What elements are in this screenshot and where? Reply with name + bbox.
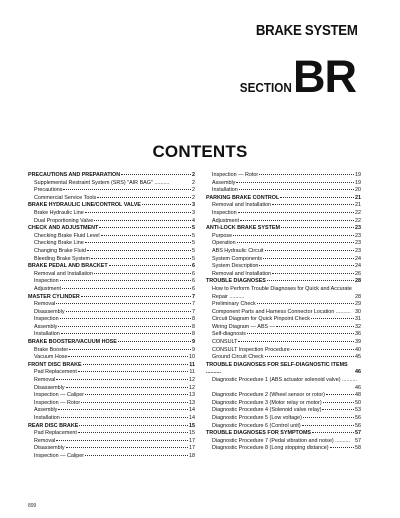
- toc-entry-title: Disassembly: [34, 445, 65, 452]
- toc-entry-page: 23: [355, 247, 361, 254]
- toc-leader-dots: [302, 425, 354, 426]
- toc-entry-page: 12: [189, 377, 195, 384]
- toc-entry[interactable]: [28, 195, 195, 203]
- toc-leader-dots: [56, 440, 188, 441]
- toc-entry[interactable]: [206, 400, 361, 408]
- toc-entry[interactable]: [28, 385, 195, 393]
- toc-entry-title: Assembly: [34, 323, 58, 330]
- toc-entry-title: Adjustment: [34, 285, 61, 292]
- toc-leader-dots: [85, 212, 191, 213]
- toc-leader-dots: [78, 371, 189, 372]
- toc-leader-dots: [61, 417, 188, 418]
- toc-entry-title: Diagnostic Procedure 3 (Motor relay or motor): [212, 399, 322, 406]
- toc-entry-page: 3: [192, 202, 195, 209]
- toc-leader-dots: [238, 341, 354, 342]
- toc-entry-title: Assembly: [212, 179, 236, 186]
- toc-entry-title: PRECAUTIONS AND PREPARATION: [28, 172, 121, 178]
- toc-entry[interactable]: [28, 430, 195, 438]
- toc-leader-dots: [66, 447, 188, 448]
- toc-entry-title: ANTI-LOCK BRAKE SYSTEM: [206, 225, 280, 232]
- toc-entry[interactable]: [28, 180, 195, 188]
- toc-entry-page: 57: [355, 430, 361, 437]
- toc-leader-dots: [237, 242, 354, 243]
- toc-entry-page: 14: [189, 415, 195, 421]
- toc-entry-title: Diagnostic Procedure 7 (Pedal vibration and noise): [212, 437, 334, 444]
- toc-leader-dots: [233, 235, 354, 236]
- toc-entry-title: BRAKE BOOSTER/VACUUM HOSE: [28, 339, 117, 346]
- toc-entry[interactable]: [28, 347, 195, 355]
- toc-entry[interactable]: [206, 354, 361, 362]
- toc-entry[interactable]: [28, 415, 195, 423]
- toc-leader-dots: [78, 432, 188, 433]
- toc-entry-title: Bleeding Brake System: [34, 255, 91, 262]
- toc-entry[interactable]: [206, 218, 361, 226]
- toc-entry[interactable]: [28, 316, 195, 324]
- toc-entry[interactable]: [28, 331, 195, 339]
- toc-entry-title: Diagnostic Procedure 4 (Solenoid valve relay): [212, 407, 322, 414]
- toc-entry-title: Diagnostic Procedure 6 (Control unit): [212, 422, 301, 429]
- toc-entry[interactable]: [206, 347, 361, 355]
- toc-entry-title: Assembly: [34, 407, 58, 414]
- toc-entry-page: 15: [189, 430, 195, 437]
- toc-entry-page: 11: [189, 361, 195, 368]
- toc-entry-page: 57: [355, 437, 361, 444]
- toc-leader-dots: [267, 280, 354, 281]
- toc-leader-dots: [259, 265, 354, 266]
- toc-leader-dots: ..........: [340, 377, 358, 384]
- toc-entry[interactable]: [206, 377, 361, 392]
- toc-entry-page: 8: [192, 331, 195, 338]
- toc-leader-dots: ..........: [152, 179, 170, 186]
- toc-entry-title: System Components: [212, 255, 263, 262]
- toc-section-heading[interactable]: [206, 278, 361, 286]
- toc-leader-dots: [257, 303, 354, 304]
- toc-leader-dots: [94, 273, 191, 274]
- toc-leader-dots: [60, 280, 191, 281]
- toc-entry-page: 26: [355, 270, 361, 277]
- toc-leader-dots: [81, 402, 188, 403]
- toc-entry-page: 7: [192, 308, 195, 315]
- toc-entry-page: 28: [355, 278, 361, 285]
- toc-entry-title: Removal and Installation: [34, 270, 94, 277]
- toc-entry[interactable]: [206, 438, 361, 446]
- toc-entry[interactable]: [206, 339, 361, 347]
- toc-entry-page: 22: [355, 217, 361, 224]
- toc-entry[interactable]: [206, 286, 361, 301]
- toc-entry-page: 10: [189, 354, 195, 361]
- toc-entry-page: 48: [355, 392, 361, 399]
- toc-entry-page: 11: [189, 369, 195, 376]
- toc-entry[interactable]: [206, 445, 361, 453]
- toc-leader-dots: [259, 174, 354, 175]
- toc-entry-page: 22: [355, 209, 361, 216]
- toc-section-heading[interactable]: [206, 430, 361, 438]
- toc-entry-page: 50: [355, 399, 361, 406]
- toc-entry[interactable]: [28, 392, 195, 400]
- toc-entry-page: 19: [355, 172, 361, 178]
- toc-leader-dots: [330, 447, 354, 448]
- toc-entry-title: Disassembly: [34, 308, 65, 315]
- toc-leader-dots: [265, 250, 354, 251]
- toc-entry[interactable]: [206, 407, 361, 415]
- toc-leader-dots: [142, 204, 191, 205]
- toc-entry-page: 14: [189, 407, 195, 414]
- toc-entry[interactable]: [28, 445, 195, 453]
- toc-entry-title: BRAKE HYDRAULIC LINE/CONTROL VALVE: [28, 202, 141, 209]
- toc-leader-dots: ..........: [333, 437, 351, 444]
- toc-entry[interactable]: [206, 240, 361, 248]
- toc-entry[interactable]: [206, 423, 361, 431]
- toc-entry-page: 31: [355, 316, 361, 323]
- toc-entry-title: Commercial Service Tools: [34, 194, 97, 201]
- page-footer-code: 899: [28, 503, 37, 509]
- toc-entry-page: 45: [355, 354, 361, 361]
- toc-entry[interactable]: [28, 369, 195, 377]
- toc-entry-page: 12: [189, 384, 195, 391]
- toc-leader-dots: [85, 242, 191, 243]
- toc-entry-title: Ground Circuit Check: [212, 354, 264, 361]
- toc-leader-dots: [62, 288, 191, 289]
- toc-leader-dots: [94, 220, 191, 221]
- toc-leader-dots: [85, 455, 188, 456]
- toc-entry-title: CHECK AND ADJUSTMENT: [28, 225, 99, 232]
- toc-section-heading[interactable]: [28, 172, 195, 180]
- toc-entry[interactable]: [28, 248, 195, 256]
- toc-entry-page: 9: [192, 346, 195, 353]
- toc-entry[interactable]: [206, 202, 361, 210]
- toc-entry-page: 19: [355, 179, 361, 186]
- brake-system-title: BRAKE SYSTEM: [256, 22, 358, 39]
- toc-leader-dots: [240, 220, 354, 221]
- toc-entry[interactable]: [206, 263, 361, 271]
- toc-entry-page: 28: [355, 293, 361, 300]
- toc-entry-title: Vacuum Hose: [34, 354, 68, 361]
- toc-entry[interactable]: [28, 453, 195, 461]
- toc-entry-page: 3: [192, 209, 195, 216]
- toc-entry-page: 40: [355, 346, 361, 353]
- toc-entry-title: Diagnostic Procedure 1 (ABS actuator solenoid valve): [212, 377, 341, 384]
- toc-leader-dots: [68, 356, 188, 357]
- toc-leader-dots: [85, 394, 188, 395]
- toc-entry-page: 5: [192, 225, 195, 232]
- toc-entry-title: Operation: [212, 240, 236, 247]
- toc-leader-dots: [79, 425, 188, 426]
- toc-entry[interactable]: [28, 438, 195, 446]
- toc-entry[interactable]: [28, 407, 195, 415]
- toc-leader-dots: [272, 273, 354, 274]
- toc-section-heading[interactable]: [28, 202, 195, 210]
- toc-leader-dots: ..........: [206, 369, 221, 376]
- section-code: BR: [293, 51, 356, 102]
- section-label: SECTION: [239, 80, 292, 95]
- toc-entry-title: Pad Replacement: [34, 369, 77, 376]
- toc-entry-page: 5: [192, 247, 195, 254]
- toc-entry-page: 30: [355, 308, 361, 315]
- toc-leader-dots: ..........: [227, 293, 245, 300]
- toc-leader-dots: [91, 258, 191, 259]
- toc-entry[interactable]: [28, 400, 195, 408]
- toc-section-heading[interactable]: [28, 423, 195, 431]
- toc-entry-title: Changing Brake Fluid: [34, 247, 86, 254]
- toc-leader-dots: [263, 258, 354, 259]
- toc-entry[interactable]: [28, 324, 195, 332]
- toc-leader-dots: [56, 379, 188, 380]
- toc-entry-page: 9: [192, 339, 195, 346]
- toc-entry[interactable]: [28, 354, 195, 362]
- toc-entry-page: 6: [192, 285, 195, 292]
- toc-entry[interactable]: [28, 210, 195, 218]
- toc-leader-dots: [265, 356, 354, 357]
- toc-leader-dots: [239, 189, 354, 190]
- toc-entry-page: 23: [355, 225, 361, 232]
- toc-leader-dots: [280, 197, 354, 198]
- toc-entry-page: 23: [355, 232, 361, 239]
- toc-leader-dots: [58, 409, 188, 410]
- toc-entry-title: Inspection — Caliper: [34, 452, 85, 459]
- toc-entry-title: Installation: [34, 415, 60, 421]
- toc-entry-page: 5: [192, 240, 195, 247]
- contents-title: CONTENTS: [152, 142, 248, 161]
- toc-entry[interactable]: [28, 233, 195, 241]
- toc-entry[interactable]: [28, 377, 195, 385]
- toc-entry-title: Inspection — Rotor: [34, 399, 81, 406]
- toc-leader-dots: [281, 227, 354, 228]
- toc-entry[interactable]: [28, 278, 195, 286]
- toc-entry-page: 13: [189, 392, 195, 399]
- toc-entry[interactable]: [206, 415, 361, 423]
- toc-section-heading[interactable]: [28, 263, 195, 271]
- toc-entry-title: PARKING BRAKE CONTROL: [206, 194, 280, 201]
- toc-section-heading[interactable]: [28, 362, 195, 370]
- toc-entry-title: CONSULT: [212, 339, 238, 346]
- toc-leader-dots: [312, 432, 354, 433]
- toc-entry-page: 21: [355, 194, 361, 201]
- toc-section-heading[interactable]: [28, 294, 195, 302]
- toc-entry-title: ABS Hydraulic Circuit: [212, 247, 264, 254]
- toc-leader-dots: [238, 212, 354, 213]
- toc-entry[interactable]: [206, 301, 361, 309]
- toc-section-heading[interactable]: [28, 225, 195, 233]
- toc-entry-title: FRONT DISC BRAKE: [28, 361, 82, 368]
- toc-entry-title: Brake Hydraulic Line: [34, 209, 84, 216]
- toc-entry-title: System Description: [212, 263, 259, 270]
- toc-entry[interactable]: [206, 248, 361, 256]
- toc-entry-title: TROUBLE DIAGNOSES FOR SYMPTOMS: [206, 430, 312, 437]
- toc-entry-title: Component Parts and Harness Connector Location: [212, 308, 335, 315]
- toc-leader-dots: [66, 311, 191, 312]
- toc-entry-page: 5: [192, 255, 195, 262]
- toc-entry-page: 18: [189, 452, 195, 459]
- toc-entry-page: 2: [192, 179, 195, 186]
- toc-entry-page: 32: [355, 323, 361, 330]
- toc-entry-title: Wiring Diagram — ABS —: [212, 323, 275, 330]
- toc-entry-title: Disassembly: [34, 384, 65, 391]
- toc-entry-title: Removal: [34, 377, 56, 384]
- toc-leader-dots: [58, 326, 191, 327]
- toc-entry-title: Inspection: [34, 278, 59, 285]
- toc-entry[interactable]: [28, 187, 195, 195]
- toc-entry[interactable]: [28, 240, 195, 248]
- toc-entry-title: Precautions: [34, 187, 63, 194]
- toc-entry-title: Removal and Installation: [212, 270, 272, 277]
- toc-leader-dots: [63, 189, 191, 190]
- toc-entry-page: 36: [355, 331, 361, 338]
- toc-entry-page: 7: [192, 293, 195, 300]
- toc-entry-title: MASTER CYLINDER: [28, 293, 80, 300]
- toc-entry-page: 21: [355, 202, 361, 209]
- toc-section-heading[interactable]: [206, 362, 361, 377]
- toc-leader-dots: [326, 394, 354, 395]
- toc-leader-dots: [66, 387, 188, 388]
- toc-leader-dots: [109, 265, 191, 266]
- toc-leader-dots: [87, 250, 191, 251]
- toc-entry-title: BRAKE PEDAL AND BRACKET: [28, 263, 108, 270]
- toc-entry-page: 20: [355, 187, 361, 194]
- toc-entry-page: 24: [355, 255, 361, 262]
- toc-leader-dots: [99, 227, 191, 228]
- toc-entry-page: 6: [192, 263, 195, 270]
- toc-entry-page: 6: [192, 278, 195, 285]
- toc-entry-title: Inspection: [34, 316, 59, 323]
- toc-entry-title: TROUBLE DIAGNOSES FOR SELF-DIAGNOSTIC ITEMS: [206, 361, 348, 368]
- toc-entry-page: 8: [192, 316, 195, 323]
- toc-entry-page: 2: [192, 194, 195, 201]
- toc-leader-dots: [97, 197, 191, 198]
- toc-section-heading[interactable]: [206, 225, 361, 233]
- toc-entry-page: 24: [355, 263, 361, 270]
- toc-entry-page: 8: [192, 323, 195, 330]
- toc-entry-page: 46: [355, 369, 361, 376]
- toc-entry-page: 13: [189, 399, 195, 406]
- toc-entry-title: Pad Replacement: [34, 430, 77, 437]
- toc-section-heading[interactable]: [28, 339, 195, 347]
- toc-entry-page: 15: [189, 422, 195, 429]
- toc-leader-dots: [61, 333, 191, 334]
- toc-entry-title: Installation: [212, 187, 238, 194]
- toc-entry[interactable]: [28, 301, 195, 309]
- toc-entry-title: Removal and Installation: [212, 202, 272, 209]
- toc-entry-page: 53: [355, 407, 361, 414]
- toc-leader-dots: [69, 349, 191, 350]
- toc-entry-title: Preliminary Check: [212, 301, 256, 308]
- toc-entry-title: Removal: [34, 437, 56, 444]
- toc-entry-page: 2: [192, 172, 195, 178]
- toc-entry-title: Purpose: [212, 232, 233, 239]
- toc-entry-title: Checking Brake Line: [34, 240, 84, 247]
- toc-entry-title: Inspection — Rotor: [212, 172, 259, 178]
- toc-entry-page: 39: [355, 339, 361, 346]
- toc-leader-dots: [311, 318, 354, 319]
- toc-entry-page: 46: [355, 384, 361, 391]
- toc-entry-title: Inspection: [212, 209, 237, 216]
- toc-entry-title: CONSULT Inspection Procedure: [212, 346, 290, 353]
- toc-entry[interactable]: [206, 309, 361, 317]
- toc-entry[interactable]: [28, 286, 195, 294]
- toc-entry-page: 7: [192, 301, 195, 308]
- toc-entry-page: 56: [355, 422, 361, 429]
- toc-left-column: [28, 172, 195, 461]
- toc-entry-page: 58: [355, 445, 361, 452]
- toc-leader-dots: [81, 296, 191, 297]
- toc-entry-title: Circuit Diagram for Quick Pinpoint Check: [212, 316, 310, 323]
- toc-entry[interactable]: [28, 218, 195, 226]
- toc-leader-dots: [323, 402, 354, 403]
- toc-entry-title: Self-diagnosis: [212, 331, 246, 338]
- toc-entry-page: 23: [355, 240, 361, 247]
- toc-entry-title: Dual Proportioning Valve: [34, 217, 94, 224]
- toc-leader-dots: [83, 364, 189, 365]
- toc-entry[interactable]: [206, 172, 361, 180]
- toc-entry-page: 6: [192, 270, 195, 277]
- toc-leader-dots: [60, 318, 191, 319]
- toc-entry-title: Diagnostic Procedure 2 (Wheel sensor or rotor): [212, 392, 325, 399]
- toc-entry[interactable]: [206, 210, 361, 218]
- toc-leader-dots: [121, 174, 191, 175]
- toc-leader-dots: [101, 235, 191, 236]
- toc-entry-page: 2: [192, 187, 195, 194]
- toc-entry-title: Checking Brake Fluid Level: [34, 232, 100, 239]
- toc-entry[interactable]: [206, 324, 361, 332]
- toc-entry[interactable]: [206, 331, 361, 339]
- toc-entry[interactable]: [206, 256, 361, 264]
- toc-leader-dots: [322, 409, 354, 410]
- toc-leader-dots: [247, 333, 354, 334]
- toc-entry-page: 4: [192, 217, 195, 224]
- toc-entry-title: TROUBLE DIAGNOSES: [206, 278, 266, 285]
- toc-entry-title: REAR DISC BRAKE: [28, 422, 79, 429]
- toc-entry[interactable]: [206, 187, 361, 195]
- toc-section-heading[interactable]: [206, 195, 361, 203]
- toc-leader-dots: [118, 341, 191, 342]
- toc-entry-page: 17: [189, 445, 195, 452]
- toc-entry[interactable]: [28, 271, 195, 279]
- toc-entry-title: Adjustment: [212, 217, 239, 224]
- toc-leader-dots: [276, 326, 354, 327]
- toc-entry-title: Supplemental Restraint System (SRS) "AIR BAG": [34, 179, 153, 186]
- toc-entry-title: Diagnostic Procedure 5 (Low voltage): [212, 415, 302, 421]
- toc-entry[interactable]: [206, 233, 361, 241]
- toc-entry-title: Installation: [34, 331, 60, 338]
- toc-entry[interactable]: [28, 256, 195, 264]
- toc-entry[interactable]: [206, 392, 361, 400]
- toc-leader-dots: [272, 204, 354, 205]
- toc-entry-title: Brake Booster: [34, 346, 69, 353]
- toc-right-column: [206, 172, 361, 453]
- toc-leader-dots: [236, 182, 354, 183]
- toc-entry[interactable]: [206, 180, 361, 188]
- toc-entry-title: Removal: [34, 301, 56, 308]
- toc-entry[interactable]: [206, 316, 361, 324]
- toc-entry-title: Inspection — Caliper: [34, 392, 85, 399]
- toc-entry-title: How to Perform Trouble Diagnoses for Quick and Accurate Repair: [212, 285, 352, 300]
- toc-leader-dots: ..........: [334, 308, 351, 315]
- toc-entry-page: 56: [355, 415, 361, 421]
- toc-leader-dots: [56, 303, 191, 304]
- toc-entry[interactable]: [28, 309, 195, 317]
- toc-entry-title: Diagnostic Procedure 8 (Long stopping distance): [212, 445, 329, 452]
- toc-entry-page: 17: [189, 437, 195, 444]
- toc-entry-page: 29: [355, 301, 361, 308]
- toc-leader-dots: [291, 349, 354, 350]
- toc-entry[interactable]: [206, 271, 361, 279]
- toc-entry-page: 5: [192, 232, 195, 239]
- toc-leader-dots: [303, 417, 354, 418]
